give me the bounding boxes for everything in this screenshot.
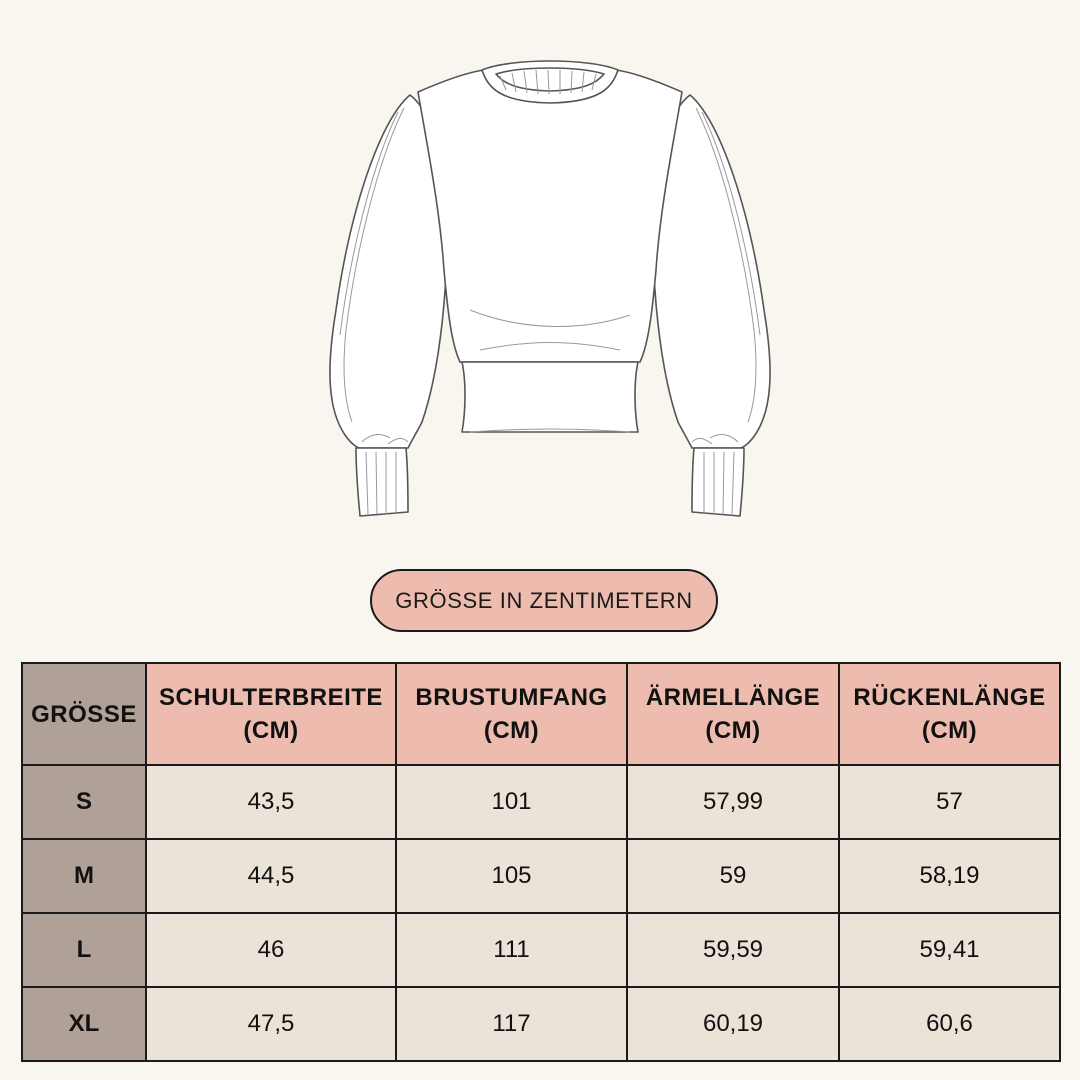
table-cell: 43,5 (146, 765, 396, 839)
table-row (22, 765, 1060, 839)
table-cell: 60,6 (839, 987, 1060, 1061)
table-cell: 105 (396, 839, 627, 913)
column-header-line2: (CM) (921, 717, 978, 744)
column-header-line2: (CM) (243, 717, 299, 744)
size-unit-badge (370, 569, 718, 632)
table-cell: 101 (396, 765, 627, 839)
table-cell: 59,59 (627, 913, 839, 987)
table-cell: 60,19 (627, 987, 839, 1061)
table-cell: 57,99 (627, 765, 839, 839)
column-header-sleeve-length (627, 663, 839, 765)
table-cell: 57 (839, 765, 1060, 839)
table-row (22, 913, 1060, 987)
column-header-line1: BRUSTUMFANG (415, 684, 608, 711)
column-header-chest (396, 663, 627, 765)
column-header-line1: ÄRMELLÄNGE (645, 684, 821, 711)
table-cell: 59,41 (839, 913, 1060, 987)
column-header-line2: (CM) (483, 717, 540, 744)
table-cell: 111 (396, 913, 627, 987)
row-size-label: L (22, 913, 146, 987)
table-cell: 46 (146, 913, 396, 987)
row-size-label: M (22, 839, 146, 913)
table-cell: 59 (627, 839, 839, 913)
table-cell: 44,5 (146, 839, 396, 913)
table-row (22, 987, 1060, 1061)
table-cell: 47,5 (146, 987, 396, 1061)
row-size-label: S (22, 765, 146, 839)
column-header-line1: RÜCKENLÄNGE (853, 684, 1046, 711)
column-header-line1: SCHULTERBREITE (159, 684, 383, 711)
table-header-row (22, 663, 1060, 765)
column-header-shoulder-width (146, 663, 396, 765)
column-header-back-length (839, 663, 1060, 765)
size-column-header (22, 663, 146, 765)
table-cell: 58,19 (839, 839, 1060, 913)
table-row (22, 839, 1060, 913)
size-column-header-label: GRÖSSE (31, 700, 137, 728)
size-unit-label: GRÖSSE IN ZENTIMETERN (395, 587, 693, 613)
row-size-label: XL (22, 987, 146, 1061)
table-cell: 117 (396, 987, 627, 1061)
column-header-line2: (CM) (705, 717, 761, 744)
sweater-illustration-icon (300, 50, 800, 530)
size-chart-table (21, 662, 1061, 1062)
